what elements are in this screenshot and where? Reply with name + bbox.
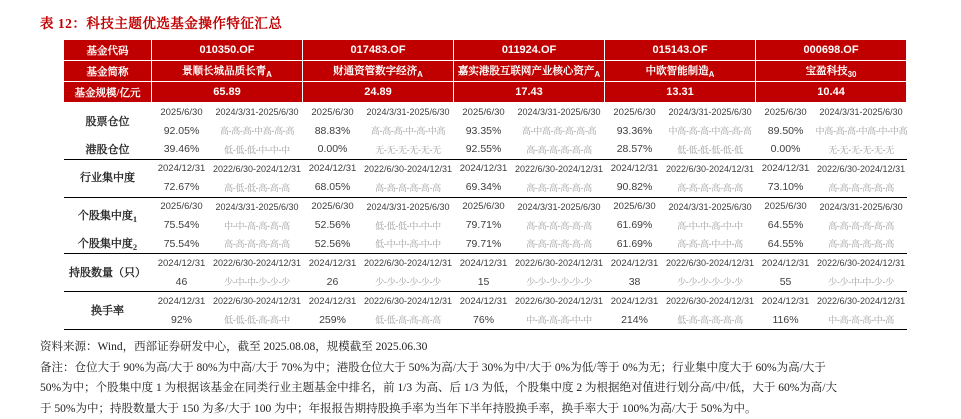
trend-cell: 少-少-少-少-少-少	[665, 273, 756, 292]
fund-code: 010350.OF	[152, 40, 303, 61]
trend-cell: 低-低-低-中-中-中	[363, 216, 454, 235]
fund-code: 017483.OF	[303, 40, 454, 61]
value-cell: 75.54%	[152, 235, 212, 254]
row-label: 个股集中度$_2$	[64, 235, 152, 254]
value-cell: 92.05%	[152, 122, 212, 141]
value-cell: 89.50%	[756, 122, 816, 141]
date-cell: 2024/12/31	[152, 254, 212, 273]
value-cell: 68.05%	[303, 178, 363, 197]
date-cell: 2025/6/30	[605, 197, 665, 216]
trend-cell: 中-中-高-高-高-高	[212, 216, 303, 235]
value-cell: 69.34%	[454, 178, 514, 197]
date-range-cell: 2022/6/30-2024/12/31	[665, 159, 756, 178]
value-cell: 61.69%	[605, 216, 665, 235]
table-footnotes	[40, 337, 961, 419]
value-cell: 0.00%	[303, 140, 363, 159]
date-cell: 2025/6/30	[454, 103, 514, 122]
fund-code: 015143.OF	[605, 40, 756, 61]
date-range-cell: 2024/3/31-2025/6/30	[212, 103, 303, 122]
value-cell: 92.55%	[454, 140, 514, 159]
value-cell: 64.55%	[756, 216, 816, 235]
value-cell: 52.56%	[303, 235, 363, 254]
row-label: 换手率	[64, 292, 152, 330]
trend-cell: 高-中-中-高-中-中	[665, 216, 756, 235]
row-label: 港股仓位	[64, 140, 152, 159]
date-row	[64, 159, 907, 178]
date-range-cell: 2024/3/31-2025/6/30	[816, 103, 907, 122]
row-label: 持股数量（只）	[64, 254, 152, 292]
trend-cell: 高-高-高-高-高-高	[665, 178, 756, 197]
trend-cell: 高-高-高-中-高-中高	[363, 122, 454, 141]
date-row	[64, 292, 907, 311]
date-cell: 2025/6/30	[303, 197, 363, 216]
trend-cell: 中高-高-高-中高-中-中高	[816, 122, 907, 141]
fund-name-suffix: A	[594, 70, 600, 79]
date-cell: 2025/6/30	[756, 103, 816, 122]
header-label-name: 基金简称	[64, 61, 152, 82]
fund-name: 宝盈科技$_{30}$	[756, 61, 907, 82]
trend-cell: 高-高-高-高-高-高	[816, 235, 907, 254]
date-cell: 2024/12/31	[605, 254, 665, 273]
source-line: 资料来源：Wind，西部证券研发中心，截至 2025.08.08，规模截至 2025.06.30	[40, 337, 961, 358]
value-cell: 38	[605, 273, 665, 292]
date-row	[64, 254, 907, 273]
date-range-cell: 2022/6/30-2024/12/31	[665, 254, 756, 273]
date-cell: 2024/12/31	[454, 254, 514, 273]
trend-cell: 低-中-中-高-中-中	[363, 235, 454, 254]
date-row	[64, 103, 907, 122]
value-cell: 61.69%	[605, 235, 665, 254]
note-line: 于 50%为中；持股数量大于 150 为多/大于 100 为中；年报报告期持股换手率为当年下半年持股换手率，换手率大于 100%为高/大于 50%为中。	[40, 399, 961, 419]
value-cell: 214%	[605, 311, 665, 330]
fund-code: 000698.OF	[756, 40, 907, 61]
value-row	[64, 178, 907, 197]
trend-cell: 低-低-高-高-高-高	[363, 311, 454, 330]
row-group-holdings-count	[64, 254, 907, 292]
row-label: 个股集中度$_1$	[64, 197, 152, 235]
trend-cell: 无-无-无-无-无-无	[363, 140, 454, 159]
date-cell: 2025/6/30	[303, 103, 363, 122]
value-row	[64, 311, 907, 330]
fund-characteristics-table	[63, 39, 907, 330]
date-range-cell: 2022/6/30-2024/12/31	[514, 159, 605, 178]
date-row	[64, 197, 907, 216]
value-row	[64, 140, 907, 159]
date-cell: 2025/6/30	[756, 197, 816, 216]
value-cell: 72.67%	[152, 178, 212, 197]
trend-cell: 少-少-少-少-少-少	[514, 273, 605, 292]
value-cell: 92%	[152, 311, 212, 330]
date-range-cell: 2022/6/30-2024/12/31	[816, 292, 907, 311]
date-range-cell: 2022/6/30-2024/12/31	[816, 254, 907, 273]
value-cell: 73.10%	[756, 178, 816, 197]
value-cell: 0.00%	[756, 140, 816, 159]
trend-cell: 高-高-高-高-高-高	[816, 178, 907, 197]
trend-cell: 高-高-高-高-高-高	[514, 178, 605, 197]
trend-cell: 低-低-低-高-高-中	[212, 311, 303, 330]
date-range-cell: 2022/6/30-2024/12/31	[816, 159, 907, 178]
date-cell: 2024/12/31	[756, 292, 816, 311]
row-label: 行业集中度	[64, 159, 152, 197]
fund-name-suffix: 30	[848, 70, 857, 79]
date-range-cell: 2024/3/31-2025/6/30	[665, 103, 756, 122]
date-cell: 2024/12/31	[152, 159, 212, 178]
fund-code: 011924.OF	[454, 40, 605, 61]
trend-cell: 少-中-中-少-少-少	[212, 273, 303, 292]
value-cell: 79.71%	[454, 216, 514, 235]
header-row-name	[64, 61, 907, 82]
trend-cell: 高-高-高-高-高-高	[816, 216, 907, 235]
fund-size: 13.31	[605, 82, 756, 103]
fund-size: 17.43	[454, 82, 605, 103]
value-cell: 26	[303, 273, 363, 292]
value-cell: 259%	[303, 311, 363, 330]
date-cell: 2025/6/30	[152, 103, 212, 122]
fund-name-suffix: A	[266, 70, 272, 79]
date-cell: 2024/12/31	[303, 292, 363, 311]
date-cell: 2025/6/30	[454, 197, 514, 216]
trend-cell: 中高-高-高-中高-高-高	[665, 122, 756, 141]
header-label-code: 基金代码	[64, 40, 152, 61]
date-cell: 2024/12/31	[152, 292, 212, 311]
value-cell: 88.83%	[303, 122, 363, 141]
value-cell: 93.36%	[605, 122, 665, 141]
fund-name: 财通资管数字经济$_A$	[303, 61, 454, 82]
value-cell: 28.57%	[605, 140, 665, 159]
trend-cell: 高-高-高-高-高-高	[363, 178, 454, 197]
fund-name-suffix: A	[709, 70, 715, 79]
date-range-cell: 2022/6/30-2024/12/31	[212, 159, 303, 178]
value-cell: 46	[152, 273, 212, 292]
row-group-stock-concentration	[64, 197, 907, 254]
trend-cell: 高-高-高-高-高-高	[514, 216, 605, 235]
date-cell: 2024/12/31	[756, 159, 816, 178]
value-cell: 55	[756, 273, 816, 292]
trend-cell: 低-低-低-中-中-中	[212, 140, 303, 159]
note-line: 备注：仓位大于 90%为高/大于 80%为中高/大于 70%为中；港股仓位大于 50%为高/大于 30%为中/大于 0%为低/等于 0%为无；行业集中度大于 60%为高/大于	[40, 358, 961, 379]
date-range-cell: 2024/3/31-2025/6/30	[816, 197, 907, 216]
fund-size: 24.89	[303, 82, 454, 103]
trend-cell: 低-低-低-低-低-低	[665, 140, 756, 159]
date-cell: 2024/12/31	[756, 254, 816, 273]
value-cell: 79.71%	[454, 235, 514, 254]
date-range-cell: 2022/6/30-2024/12/31	[514, 254, 605, 273]
trend-cell: 无-无-无-无-无-无	[816, 140, 907, 159]
date-cell: 2024/12/31	[605, 292, 665, 311]
trend-cell: 低-高-高-高-高-高	[665, 311, 756, 330]
value-row	[64, 273, 907, 292]
fund-name: 中欧智能制造$_A$	[605, 61, 756, 82]
fund-name: 嘉实港股互联网产业核心资产$_A$	[454, 61, 605, 82]
trend-cell: 高-高-高-中-中-高	[665, 235, 756, 254]
trend-cell: 高-低-低-高-高-高	[212, 178, 303, 197]
header-row-code	[64, 40, 907, 61]
value-cell: 64.55%	[756, 235, 816, 254]
value-row	[64, 216, 907, 235]
date-cell: 2025/6/30	[605, 103, 665, 122]
date-cell: 2024/12/31	[454, 292, 514, 311]
trend-cell: 高-中高-高-高-高-高	[514, 122, 605, 141]
value-row	[64, 235, 907, 254]
row-group-positions	[64, 103, 907, 160]
value-cell: 39.46%	[152, 140, 212, 159]
value-cell: 76%	[454, 311, 514, 330]
table-header	[64, 40, 907, 103]
row-group-turnover	[64, 292, 907, 330]
date-range-cell: 2022/6/30-2024/12/31	[665, 292, 756, 311]
trend-cell: 少-少-中-中-少-少	[816, 273, 907, 292]
fund-name-suffix: A	[417, 70, 423, 79]
value-cell: 116%	[756, 311, 816, 330]
date-cell: 2024/12/31	[605, 159, 665, 178]
date-cell: 2025/6/30	[152, 197, 212, 216]
trend-cell: 中-高-高-高-中-高	[816, 311, 907, 330]
row-label: 股票仓位	[64, 103, 152, 141]
date-range-cell: 2024/3/31-2025/6/30	[212, 197, 303, 216]
row-group-industry-concentration	[64, 159, 907, 197]
date-range-cell: 2022/6/30-2024/12/31	[514, 292, 605, 311]
header-row-size	[64, 82, 907, 103]
fund-name: 景顺长城品质长青$_A$	[152, 61, 303, 82]
date-range-cell: 2022/6/30-2024/12/31	[212, 292, 303, 311]
date-range-cell: 2024/3/31-2025/6/30	[514, 103, 605, 122]
trend-cell: 高-高-高-高-高-高	[212, 235, 303, 254]
date-range-cell: 2022/6/30-2024/12/31	[212, 254, 303, 273]
value-cell: 90.82%	[605, 178, 665, 197]
date-range-cell: 2022/6/30-2024/12/31	[363, 292, 454, 311]
trend-cell: 少-少-少-少-少-少	[363, 273, 454, 292]
date-range-cell: 2022/6/30-2024/12/31	[363, 159, 454, 178]
trend-cell: 中-高-高-高-中-中	[514, 311, 605, 330]
value-cell: 52.56%	[303, 216, 363, 235]
date-cell: 2024/12/31	[303, 254, 363, 273]
date-cell: 2024/12/31	[303, 159, 363, 178]
trend-cell: 高-高-高-高-高-高	[514, 235, 605, 254]
value-cell: 93.35%	[454, 122, 514, 141]
date-range-cell: 2024/3/31-2025/6/30	[363, 103, 454, 122]
date-cell: 2024/12/31	[454, 159, 514, 178]
date-range-cell: 2022/6/30-2024/12/31	[363, 254, 454, 273]
table-title: 表 12：科技主题优选基金操作特征汇总	[40, 12, 961, 32]
value-cell: 75.54%	[152, 216, 212, 235]
trend-cell: 高-高-高-高-高-高	[514, 140, 605, 159]
fund-size: 65.89	[152, 82, 303, 103]
date-range-cell: 2024/3/31-2025/6/30	[514, 197, 605, 216]
fund-size: 10.44	[756, 82, 907, 103]
date-range-cell: 2024/3/31-2025/6/30	[665, 197, 756, 216]
note-line: 50%为中；个股集中度 1 为根据该基金在同类行业主题基金中排名，前 1/3 为高、后 1/3 为低，个股集中度 2 为根据绝对值进行划分高/中/低，大于 60%为高/大	[40, 378, 961, 399]
value-cell: 15	[454, 273, 514, 292]
value-row	[64, 122, 907, 141]
trend-cell: 高-高-高-中高-高-高	[212, 122, 303, 141]
date-range-cell: 2024/3/31-2025/6/30	[363, 197, 454, 216]
header-label-size: 基金规模/亿元	[64, 82, 152, 103]
